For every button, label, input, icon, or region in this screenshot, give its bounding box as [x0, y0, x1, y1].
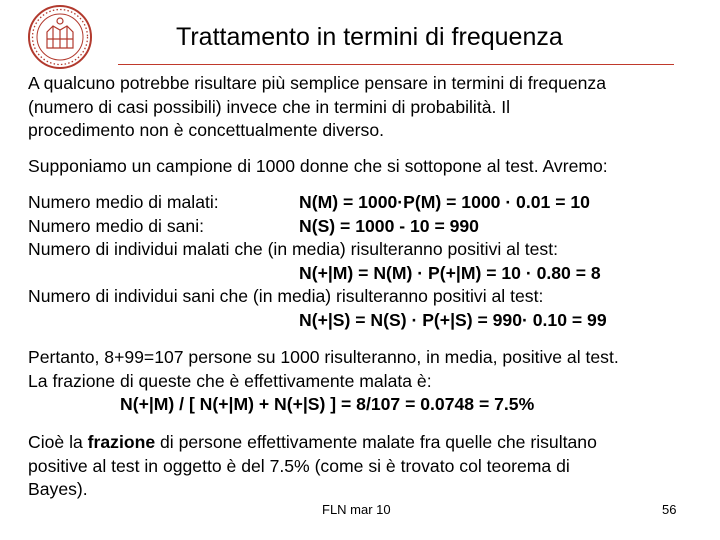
final-line: Bayes).: [28, 479, 88, 499]
healthy-positive-text: Numero di individui sani che (in media) risulteranno positivi al test:: [28, 286, 544, 306]
final-text: di persone effettivamente malate fra quelle che risultano: [155, 432, 597, 452]
conclusion-paragraph: [28, 346, 619, 417]
final-text: Cioè la: [28, 432, 88, 452]
sick-count-label: Numero medio di malati:: [28, 192, 219, 212]
suppose-paragraph: Supponiamo un campione di 1000 donne che si sottopone al test. Avremo:: [28, 156, 608, 176]
healthy-positive-formula: N(+|S) = N(S) · P(+|S) = 990· 0.10 = 99: [299, 309, 607, 330]
intro-line: (numero di casi possibili) invece che in termini di probabilità. Il: [28, 96, 511, 117]
intro-paragraph: [28, 72, 606, 143]
healthy-count-formula: N(S) = 1000 - 10 = 990: [299, 215, 479, 236]
slide-title: Trattamento in termini di frequenza: [176, 23, 563, 51]
intro-line: A qualcuno potrebbe risultare più semplice pensare in termini di frequenza: [28, 73, 606, 93]
final-paragraph: [28, 431, 597, 502]
final-line: [28, 431, 597, 455]
healthy-count-label: Numero medio di sani:: [28, 215, 205, 236]
intro-line: procedimento non è concettualmente diverso.: [28, 120, 384, 140]
sick-positive-text: Numero di individui malati che (in media) risulteranno positivi al test:: [28, 239, 558, 259]
sick-positive-formula: N(+|M) = N(M) · P(+|M) = 10 · 0.80 = 8: [299, 262, 601, 283]
university-seal-icon: [20, 4, 100, 70]
fraction-formula: N(+|M) / [ N(+|M) + N(+|S) ] = 8/107 = 0.0748 = 7.5%: [120, 394, 535, 414]
page-number: 56: [662, 502, 677, 517]
final-line: positive al test in oggetto è del 7.5% (come si è trovato col teorema di: [28, 455, 570, 476]
computations-block: [28, 191, 708, 332]
emphasis-frazione: frazione: [87, 432, 156, 452]
footer-date: FLN mar 10: [322, 502, 391, 517]
conclusion-line: La frazione di queste che è effettivamente malata è:: [28, 370, 432, 391]
sick-count-formula: N(M) = 1000·P(M) = 1000 · 0.01 = 10: [299, 192, 590, 212]
conclusion-line: Pertanto, 8+99=107 persone su 1000 risulteranno, in media, positive al test.: [28, 347, 619, 367]
title-divider: [118, 64, 674, 65]
